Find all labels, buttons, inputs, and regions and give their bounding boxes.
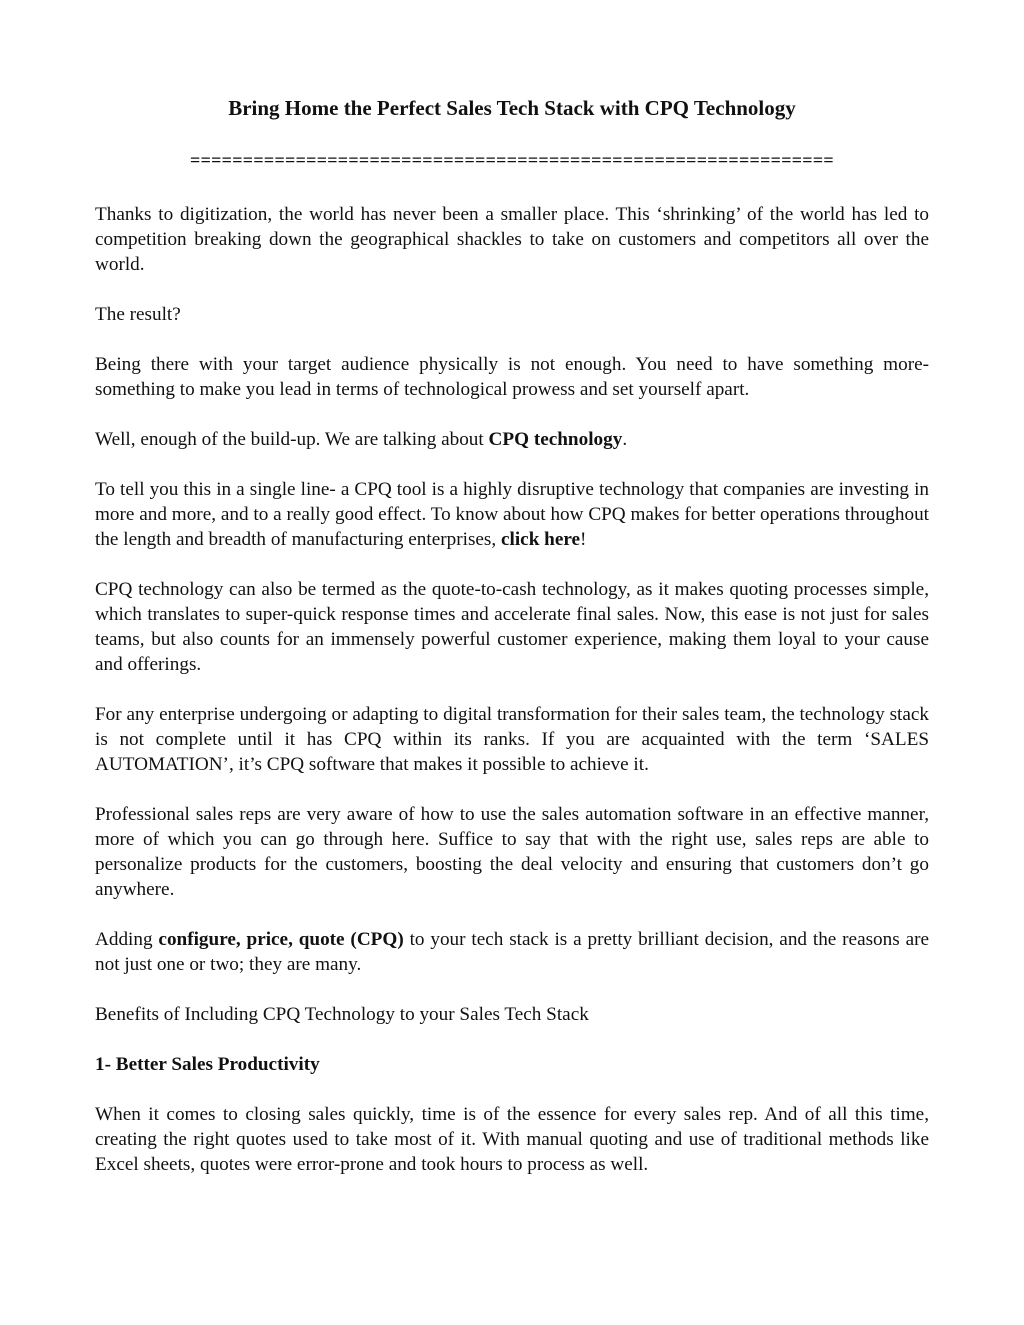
paragraph-cpq-mention [95, 427, 929, 452]
paragraph-intro: Thanks to digitization, the world has never been a smaller place. This ‘shrinking’ of the world has led to competition breaking down the geographical shackles to take on customers and competitors all over the world. [95, 204, 929, 275]
paragraph-result-question: The result? [95, 304, 181, 325]
paragraph-closing-sales: When it comes to closing sales quickly, time is of the essence for every sales rep. And of all this time, creating the right quotes used to take most of it. With manual quoting and use of traditional methods like Excel sheets, quotes were error-prone and took hours to process as well. [95, 1104, 929, 1175]
paragraph-cpq-mention-end: . [622, 429, 628, 450]
click-here-link[interactable]: click here [501, 529, 581, 550]
benefits-heading: Benefits of Including CPQ Technology to your Sales Tech Stack [95, 1004, 589, 1025]
document-body [95, 202, 929, 1177]
section-heading-productivity [95, 1052, 929, 1077]
paragraph-adding-cpq-end: to your tech stack is a pretty brilliant decision, and the reasons are not just one or two; they are many. [95, 929, 929, 975]
paragraph-adding-cpq [95, 927, 929, 977]
paragraph-quote-to-cash: CPQ technology can also be termed as the quote-to-cash technology, as it makes quoting processes simple, which translates to super-quick response times and accelerate final sales. Now, this ease is not just for sales teams, but also counts for an immensely powerful customer experience, making them loyal to your cause and offerings. [95, 579, 929, 675]
paragraph-digital-transformation: For any enterprise undergoing or adapting to digital transformation for their sales team, the technology stack is not complete until it has CPQ within its ranks. If you are acquainted with the term ‘SALES AUTOMATION’, it’s CPQ software that makes it possible to achieve it. [95, 704, 929, 775]
paragraph-cpq-tool-end: ! [580, 529, 587, 550]
paragraph-cpq-tool-text: To tell you this in a single line- a CPQ tool is a highly disruptive technology that companies are investing in more and more, and to a really good effect. To know about how CPQ makes for better operations throughout the length and breadth of manufacturing enterprises, [95, 479, 929, 550]
title-separator: ============================================================= [190, 150, 834, 170]
document-title: Bring Home the Perfect Sales Tech Stack with CPQ Technology [228, 96, 796, 120]
paragraph-target-audience: Being there with your target audience physically is not enough. You need to have something more- something to make you lead in terms of technological prowess and set yourself apart. [95, 354, 929, 400]
paragraph-adding-cpq-text: Adding [95, 929, 159, 950]
paragraph-cpq-mention-text: Well, enough of the build-up. We are talking about [95, 429, 489, 450]
cpq-technology-bold: CPQ technology [488, 429, 623, 450]
paragraph-sales-reps: Professional sales reps are very aware of how to use the sales automation software in an effective manner, more of which you can go through here. Suffice to say that with the right use, sales reps are able to personalize products for the customers, boosting the deal velocity and ensuring that customers don’t go anywhere. [95, 804, 929, 900]
paragraph-cpq-tool [95, 477, 929, 552]
cpq-definition-bold: configure, price, quote (CPQ) [158, 929, 404, 950]
section-heading-productivity-text: 1- Better Sales Productivity [95, 1054, 320, 1075]
